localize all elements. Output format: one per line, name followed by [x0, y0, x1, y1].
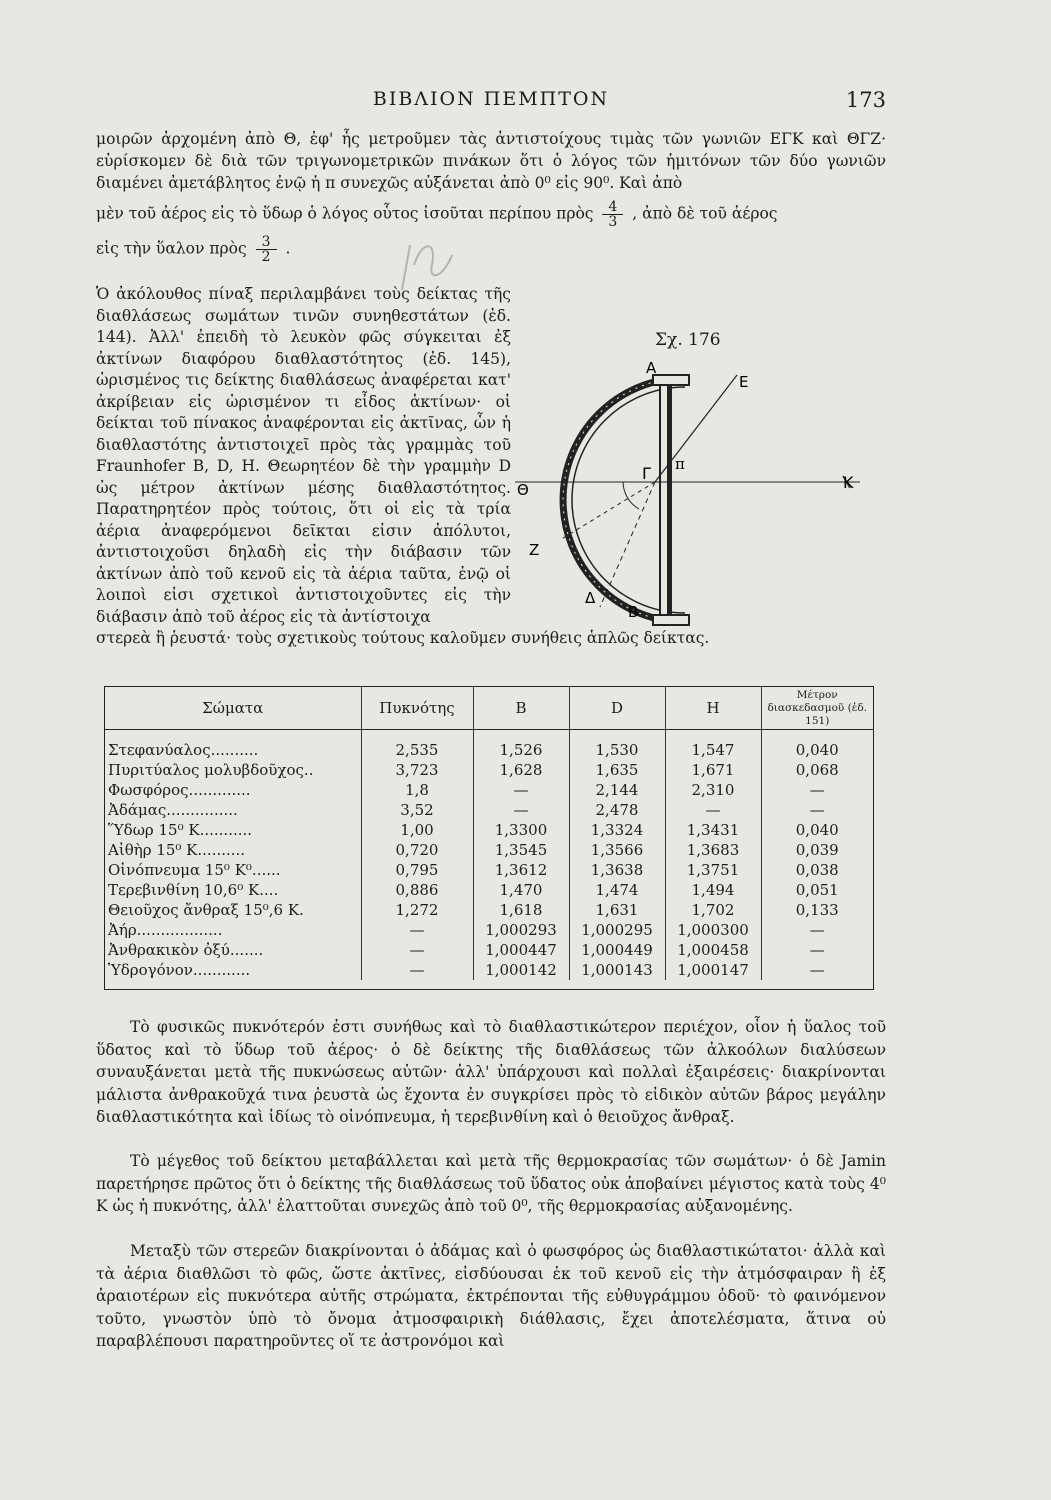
- cell-b: 1,628: [473, 760, 569, 780]
- label-delta: Δ: [585, 589, 596, 607]
- cell-dispersion: —: [809, 961, 825, 979]
- intro-ratio-line-glass: [96, 235, 886, 264]
- intro-ratio-line-water: [96, 200, 886, 229]
- label-z: Ζ: [529, 541, 540, 559]
- figure-caption: Σχ. 176: [655, 330, 721, 350]
- header-d: D: [569, 687, 665, 730]
- cell-b: 1,000293: [473, 920, 569, 940]
- cell-dispersion: 0,068: [795, 761, 839, 779]
- page-header: [96, 88, 886, 118]
- cell-b: 1,3612: [473, 860, 569, 880]
- ratio-text: μὲν τοῦ ἀέρος εἰς τὸ ὕδωρ ὁ λόγος οὗτος ἰσοῦται περίπου πρὸς: [96, 204, 594, 223]
- body-paragraph-density: Τὸ φυσικῶς πυκνότερόν ἐστι συνήθως καὶ τὸ διαθλαστικώτερον περιέχον, οἷον ἡ ὕαλος τοῦ ὕδατος καὶ τὸ ὕδωρ τοῦ ἀέρος· ὁ δὲ δείκτης τῆς διαθλάσεως τῶν ἀλκοόλων διαλύσεων συναυξάνεται μετὰ τῆς πυκνώσεως αὐτῶν· ἀλλ' ὑπάρχουσι καὶ πολλαὶ ἐξαιρέσεις· διακρίνονται μάλιστα ἀνθρακοῦχά τινα ῥευστὰ ὡς ἔχοντα ἐν συγκρίσει πρὸς τὸ εἰδικὸν αὐτῶν βάρος μεγάλην διαθλαστικότητα καὶ ἰδίως τὸ οἰνόπνευμα, ἡ τερεβινθίνη καὶ ὁ θειοῦχος ἄνθραξ.: [96, 1018, 886, 1126]
- cell-d: 1,474: [569, 880, 665, 900]
- cell-h: 2,310: [665, 780, 761, 800]
- cell-substance: Ὑδρογόνον............: [105, 960, 361, 980]
- cell-d: 1,000143: [569, 960, 665, 980]
- cell-density: 1,8: [361, 780, 473, 800]
- ratio-text: εἰς τὴν ὕαλον πρὸς: [96, 239, 247, 258]
- label-e: Ε: [739, 373, 749, 391]
- cell-d: 1,3566: [569, 840, 665, 860]
- cell-h: —: [665, 800, 761, 820]
- header-b: B: [473, 687, 569, 730]
- ratio-text-end: .: [285, 239, 291, 258]
- table-row: [105, 880, 873, 900]
- cell-b: 1,000447: [473, 940, 569, 960]
- cell-h: 1,494: [665, 880, 761, 900]
- refracted-ray: [600, 482, 655, 607]
- bottom-rim: [653, 615, 689, 625]
- cell-substance: Φωσφόρος.............: [105, 780, 361, 800]
- table-row: [105, 900, 873, 920]
- running-title: ΒΙΒΛΙΟΝ ΠΕΜΠΤΟΝ: [372, 88, 610, 110]
- diaphragm: [669, 385, 672, 615]
- label-b: Β: [628, 603, 639, 621]
- cell-dispersion: 0,040: [795, 741, 839, 759]
- angle-arc: [623, 482, 639, 509]
- fraction-3-2: [256, 235, 277, 264]
- body-paragraph-temperature: Τὸ μέγεθος τοῦ δείκτου μεταβάλλεται καὶ μετὰ τῆς θερμοκρασίας τῶν σωμάτων· ὁ δὲ Jamin παρετήρησε πρῶτος ὅτι ὁ δείκτης τῆς διαθλάσεως τοῦ ὕδατος οὐκ ἀποβαίνει μέγιστος κατὰ τοὺς 4⁰ Κ ὡς ἡ πυκνότης, ἀλλ' ἐλαττοῦται συνεχῶς ἀπὸ τοῦ 0⁰, τῆς θερμοκρασίας αὐξανομένης.: [96, 1152, 886, 1215]
- cell-d: 2,144: [569, 780, 665, 800]
- cell-b: 1,3300: [473, 820, 569, 840]
- cell-dispersion: —: [809, 921, 825, 939]
- glass-plate: [660, 385, 668, 615]
- table-row: [105, 730, 873, 761]
- header-density: Πυκνότης: [361, 687, 473, 730]
- label-pi: π: [675, 455, 685, 473]
- dashed-line: [560, 482, 655, 540]
- cell-dispersion: —: [809, 781, 825, 799]
- cell-density: 0,886: [361, 880, 473, 900]
- fraction-numerator: 3: [256, 235, 277, 250]
- cell-h: 1,000147: [665, 960, 761, 980]
- cell-substance: Τερεβινθίνη 10,6⁰ Κ....: [105, 880, 361, 900]
- cell-b: 1,470: [473, 880, 569, 900]
- cell-dispersion: 0,133: [795, 901, 839, 919]
- cell-substance: Αἰθὴρ 15⁰ Κ..........: [105, 840, 361, 860]
- cell-b: 1,526: [473, 730, 569, 761]
- cell-substance: Ἀδάμας...............: [105, 800, 361, 820]
- table-row: [105, 820, 873, 840]
- table-row: [105, 840, 873, 860]
- cell-substance: Πυριτύαλος μολυβδοῦχος..: [105, 760, 361, 780]
- cell-dispersion: 0,038: [795, 861, 839, 879]
- cell-b: 1,3545: [473, 840, 569, 860]
- cell-density: —: [361, 920, 473, 940]
- cell-h: 1,547: [665, 730, 761, 761]
- cell-d: 1,000449: [569, 940, 665, 960]
- cell-density: —: [361, 960, 473, 980]
- cell-density: —: [361, 940, 473, 960]
- cell-h: 1,671: [665, 760, 761, 780]
- cell-dispersion: 0,040: [795, 821, 839, 839]
- refraction-semicircle-figure: [515, 345, 885, 630]
- cell-d: 2,478: [569, 800, 665, 820]
- cell-substance: Ἀήρ..................: [105, 920, 361, 940]
- cell-d: 1,530: [569, 730, 665, 761]
- cell-density: 3,723: [361, 760, 473, 780]
- cell-dispersion: 0,051: [795, 881, 839, 899]
- cell-d: 1,631: [569, 900, 665, 920]
- cell-b: —: [473, 800, 569, 820]
- cell-b: 1,000142: [473, 960, 569, 980]
- cell-density: 0,795: [361, 860, 473, 880]
- table-row: [105, 800, 873, 820]
- cell-density: 1,00: [361, 820, 473, 840]
- header-bodies: Σώματα: [105, 687, 361, 730]
- cell-h: 1,000458: [665, 940, 761, 960]
- body-paragraph-atmosphere: Μεταξὺ τῶν στερεῶν διακρίνονται ὁ ἀδάμας καὶ ὁ φωσφόρος ὡς διαθλαστικώτατοι· ἀλλὰ καὶ τὰ ἀέρια διαθλῶσι τὸ φῶς, ὥστε ἀκτῖνες, εἰσδύουσαι ἐκ τοῦ κενοῦ εἰς τὴν ἀτμόσφαιραν ἢ ἐξ ἀραιοτέρων εἰς πυκνότερα αὐτῆς στρώματα, ἐκτρέπονται τῆς εὐθυγράμμου ὁδοῦ· τὸ φαινόμενον τοῦτο, γνωστὸν ὑπὸ τὸ ὄνομα ἀτμοσφαιρικὴ διάθλασις, ἔχει ἀποτελέσματα, ἅτινα οὐ παραβλέπουσι παρατηροῦντες οἵ τε ἀστρονόμοι καὶ: [96, 1242, 886, 1350]
- cell-substance: Θειοῦχος ἄνθραξ 15⁰,6 Κ.: [105, 900, 361, 920]
- cell-substance: Οἰνόπνευμα 15⁰ Κ⁰......: [105, 860, 361, 880]
- table-header-row: [105, 687, 873, 730]
- cell-dispersion: —: [809, 801, 825, 819]
- cell-d: 1,3638: [569, 860, 665, 880]
- cell-substance: Ἀνθρακικὸν ὀξύ.......: [105, 940, 361, 960]
- table-row: [105, 860, 873, 880]
- cell-h: 1,3751: [665, 860, 761, 880]
- cell-dispersion: 0,039: [795, 841, 839, 859]
- label-a: Α: [646, 359, 657, 377]
- cell-b: —: [473, 780, 569, 800]
- fraction-denominator: 3: [608, 214, 618, 230]
- header-dispersion: Μέτρον διασκεδασμοῦ (ἐδ. 151): [761, 687, 873, 730]
- refractive-index-table: [104, 686, 874, 990]
- cell-b: 1,618: [473, 900, 569, 920]
- cell-density: 2,535: [361, 730, 473, 761]
- label-theta: Θ: [517, 481, 529, 499]
- fraction-4-3: [602, 200, 623, 229]
- cell-density: 3,52: [361, 800, 473, 820]
- table-row: [105, 780, 873, 800]
- cell-h: 1,702: [665, 900, 761, 920]
- ratio-text-end: , ἀπὸ δὲ τοῦ ἀέρος: [632, 204, 778, 223]
- top-rim: [653, 375, 689, 385]
- cell-substance: Ὕδωρ 15⁰ Κ...........: [105, 820, 361, 840]
- table-intro-tail: στερεὰ ἢ ῥευστά· τοὺς σχετικοὺς τούτους καλοῦμεν συνήθεις ἁπλῶς δείκτας.: [96, 629, 710, 647]
- cell-d: 1,3324: [569, 820, 665, 840]
- cell-substance: Στεφανύαλος..........: [105, 730, 361, 761]
- page-number: 173: [845, 88, 886, 112]
- table-intro-paragraph: Ὁ ἀκόλουθος πίναξ περιλαμβάνει τοὺς δείκτας τῆς διαθλάσεως σωμάτων τινῶν συνηθεστάτων (ἐδ. 144). Ἀλλ' ἐπειδὴ τὸ λευκὸν φῶς σύγκειται ἐξ ἀκτίνων διαφόρου διαθλαστότητος (ἐδ. 145), ὡρισμένος τις δείκτης διαθλάσεως ἀναφέρεται κατ' ἀκρίβειαν εἰς ὡρισμένον τι εἶδος ἀκτίνων· οἱ δείκται τοῦ πίνακος ἀναφέρονται εἰς ἀκτῖνας, ὧν ἡ διαθλαστότης ἀντιστοιχεῖ πρὸς τὰς γραμμὰς τοῦ Fraunhofer B, D, H. Θεωρητέον δὲ τὴν γραμμὴν D ὡς μέτρον ἀκτίνων μέσης διαθλαστότητος. Παρατηρητέον πρὸς τούτοις, ὅτι οἱ εἰς τὰ τρία ἀέρια ἀναφερόμενοι δεῖκται εἰσιν ἀπόλυτοι, ἀντιστοιχοῦσι δηλαδὴ εἰς τὴν διάβασιν τῶν ἀκτίνων ἀπὸ τοῦ κενοῦ εἰς τὰ ἀέρια ταῦτα, ἐνῷ οἱ λοιποὶ εἰσι σχετικοὶ ἀντιστοιχοῦντες εἰς τὴν διάβασιν ἀπὸ τοῦ ἀέρος εἰς τὰ ἀντίστοιχα: [96, 285, 511, 626]
- cell-h: 1,3431: [665, 820, 761, 840]
- cell-h: 1,000300: [665, 920, 761, 940]
- label-k: Κ: [843, 473, 854, 492]
- table-row: [105, 960, 873, 980]
- cell-density: 0,720: [361, 840, 473, 860]
- table-row: [105, 940, 873, 960]
- fraction-denominator: 2: [261, 249, 271, 265]
- cell-density: 1,272: [361, 900, 473, 920]
- cell-d: 1,000295: [569, 920, 665, 940]
- table-row: [105, 760, 873, 780]
- table-row: [105, 920, 873, 940]
- header-h: H: [665, 687, 761, 730]
- cell-d: 1,635: [569, 760, 665, 780]
- label-gamma: Γ: [642, 464, 651, 483]
- cell-h: 1,3683: [665, 840, 761, 860]
- fraction-numerator: 4: [602, 200, 623, 215]
- cell-dispersion: —: [809, 941, 825, 959]
- intro-paragraph: μοιρῶν ἀρχομένη ἀπὸ Θ, ἐφ' ἧς μετροῦμεν τὰς ἀντιστοίχους τιμὰς τῶν γωνιῶν ΕΓΚ καὶ ΘΓΖ· εὑρίσκομεν δὲ διὰ τῶν τριγωνομετρικῶν πινάκων ὅτι ὁ λόγος τῶν ἡμιτόνων τῶν δύο γωνιῶν διαμένει ἀμετάβλητος ἐνῷ ἡ π συνεχῶς αὐξάνεται ἀπὸ 0⁰ εἰς 90⁰. Καὶ ἀπὸ: [96, 130, 886, 192]
